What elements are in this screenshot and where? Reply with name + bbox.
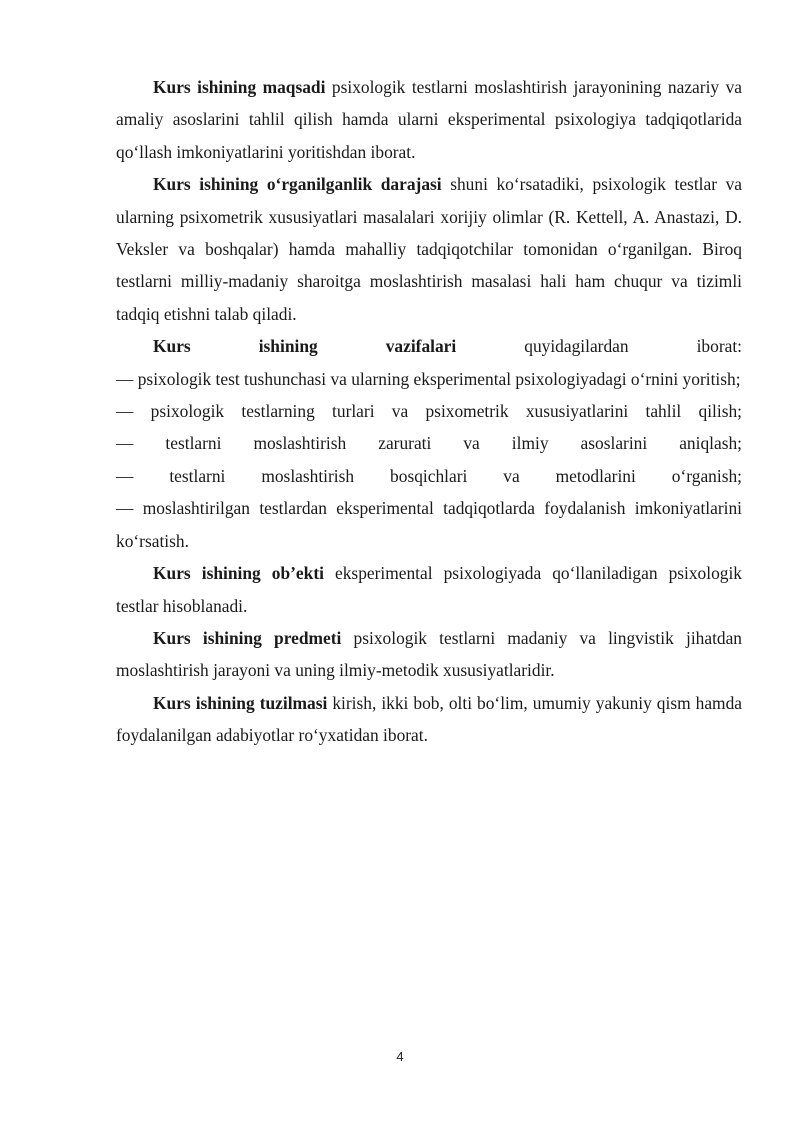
study-level-label: Kurs ishining o‘rganilganlik darajasi	[153, 174, 442, 195]
tasks-intro: quyidagilardan iborat:	[456, 336, 742, 357]
paragraph-structure	[116, 687, 742, 752]
subject-text: psixologik testlarni madaniy va lingvistik jihatdan moslashtirish jarayoni va uning ilmiy-metodik xususiyatlaridir.	[116, 627, 743, 681]
goal-text: psixologik testlarni moslashtirish jarayonining nazariy va amaliy asoslarini tahlil qilish hamda ularni eksperimental psixologiya tadqiqotlarida qo‘llash imkoniyatlarini yoritishdan iborat.	[116, 77, 742, 162]
task-item: — testlarni moslashtirish bosqichlari va metodlarini o‘rganish;	[116, 465, 742, 486]
object-text: eksperimental psixologiyada qo‘llaniladigan psixologik testlar hisoblanadi.	[116, 563, 742, 616]
study-level-text: shuni ko‘rsatadiki, psixologik testlar va ularning psixometrik xususiyatlari masalalari xorijiy olimlar (R. Kettell, A. Anastazi, D. Veksler va boshqalar) hamda mahalliy tadqiqotchilar tomonidan o‘rganilgan. Biroq testlarni milliy-madaniy sharoitga moslashtirish masalasi hali ham chuqur va tizimli tadqiq etishni talab qiladi.	[116, 174, 742, 324]
task-item: — moslashtirilgan testlardan eksperimental tadqiqotlarda foydalanish imkoniyatlarini ko‘rsatish.	[116, 498, 742, 551]
structure-text: kirish, ikki bob, olti bo‘lim, umumiy yakuniy qism hamda foydalanilgan adabiyotlar ro‘yxatidan iborat.	[116, 692, 742, 746]
tasks-label: Kurs ishining vazifalari	[153, 336, 457, 357]
tasks-heading	[116, 330, 742, 362]
body-text	[116, 71, 742, 752]
paragraph-study-level	[116, 168, 742, 330]
structure-label: Kurs ishining tuzilmasi	[153, 692, 328, 713]
goal-label: Kurs ishining maqsadi	[153, 77, 326, 97]
page-number: 4	[396, 1049, 404, 1064]
object-label: Kurs ishining ob’ekti	[153, 563, 324, 584]
paragraph-goal	[116, 71, 742, 168]
tasks-block	[116, 330, 742, 557]
task-item: — psixologik test tushunchasi va ularning eksperimental psixologiyadagi o‘rnini yoritish;	[116, 368, 741, 389]
subject-label: Kurs ishining predmeti	[153, 627, 342, 648]
paragraph-object	[116, 557, 742, 622]
task-item: — testlarni moslashtirish zarurati va ilmiy asoslarini aniqlash;	[116, 433, 742, 454]
paragraph-subject	[116, 622, 742, 687]
task-item: — psixologik testlarning turlari va psixometrik xususiyatlarini tahlil qilish;	[116, 401, 742, 422]
